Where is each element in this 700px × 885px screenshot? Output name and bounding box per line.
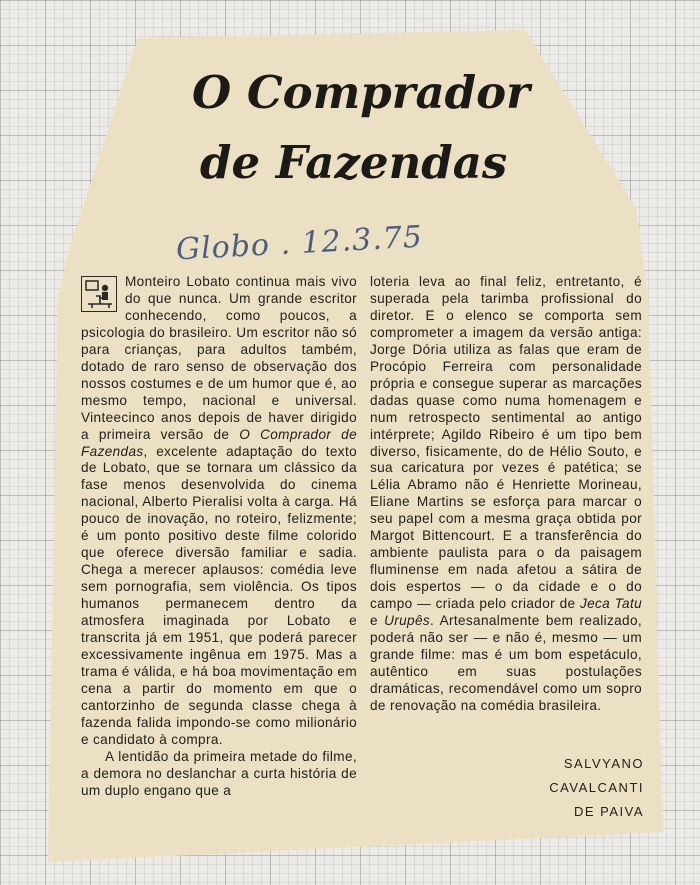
author-byline [540, 752, 644, 824]
headline-line-2: de Fazendas [200, 136, 508, 189]
article-paragraph-1: Monteiro Lobato continua mais vivo do que nunca. Um grande escritor conhecendo, como poucos, a psicologia do brasileiro. Um escritor não só para crianças, para adultos também, dotado de raro senso de observação dos nossos costumes e de um humor que é, ao mesmo tempo, nacional e universal. Vinteecinco anos depois de haver dirigido a primeira versão de O Comprador de Fazendas, excelente adaptação do texto de Lobato, que se tornara um clássico da fase menos desenvolvida do cinema nacional, Alberto Pieralisi volta à carga. Há pouco de inovação, no roteiro, felizmente; é um ponto positivo deste filme colorido que oferece diversão familiar e sadia. Chega a merecer aplausos: comédia leve sem pornografia, sem violência. Os tipos humanos permanecem dentro da atmosfera imaginada por Lobato e transcrita já em 1951, que poderá parecer excessivamente ingênua em 1975. Mas a trama é válida, e há boa movimentação em cena a partir do momento em que o cantorzinho de segunda classe chega à fazenda falida impondo-se como milionário e candidato à compra. [81, 274, 357, 747]
byline-line-2: CAVALCANTI [549, 780, 644, 795]
article-headline [150, 58, 570, 198]
book-title-jeca-tatu: Jeca Tatu [579, 596, 643, 612]
book-title-urupes: Urupês [384, 613, 431, 629]
cinema-viewer-icon [81, 276, 117, 312]
article-paragraph-2: A lentidão da primeira metade do filme, a demora no deslanchar a curta história de um duplo engano que a [81, 748, 357, 798]
byline-line-3: DE PAIVA [573, 804, 644, 819]
article-column-right [370, 274, 642, 715]
article-paragraph-2-continued: loteria leva ao final feliz, entretanto, é superada pela tarimba profissional do diretor. E o elenco se comporta sem comprometer a imagem da versão antiga: Jorge Dória utiliza as falas que eram de Procópio Ferreira com personalidade própria e consegue superar as marcações dadas quase como numa homenagem e num retrospecto sentimental ao antigo intérprete; Agildo Ribeiro é um tipo bem diverso, fisicamente, do de Hélio Souto, e sua caricatura por vezes é patética; se Lélia Abramo não é Henriette Morineau, Eliane Martins se esforça para marcar o seu papel com a mesma graça obtida por Margot Bittencourt. E a transferência do ambiente paulista para o da paisagem fluminense em nada afetou a sátira de dois espertos — o da cidade e o do campo — criada pelo criador de Jeca Tatu e Urupês. Artesanalmente bem realizado, poderá não ser — e não é, mesmo — um grande filme: mas é um bom espetáculo, autêntico em suas postulações dramáticas, recomendável como um sopro de renovação na comédia brasileira. [370, 274, 643, 713]
film-title: O Comprador de Fazendas [81, 426, 357, 459]
article-column-left [81, 274, 357, 800]
byline-line-1: SALVYANO [563, 756, 644, 771]
handwritten-date-note: Globo . 12.3.75 [175, 219, 424, 268]
headline-line-1: O Comprador [192, 66, 530, 119]
